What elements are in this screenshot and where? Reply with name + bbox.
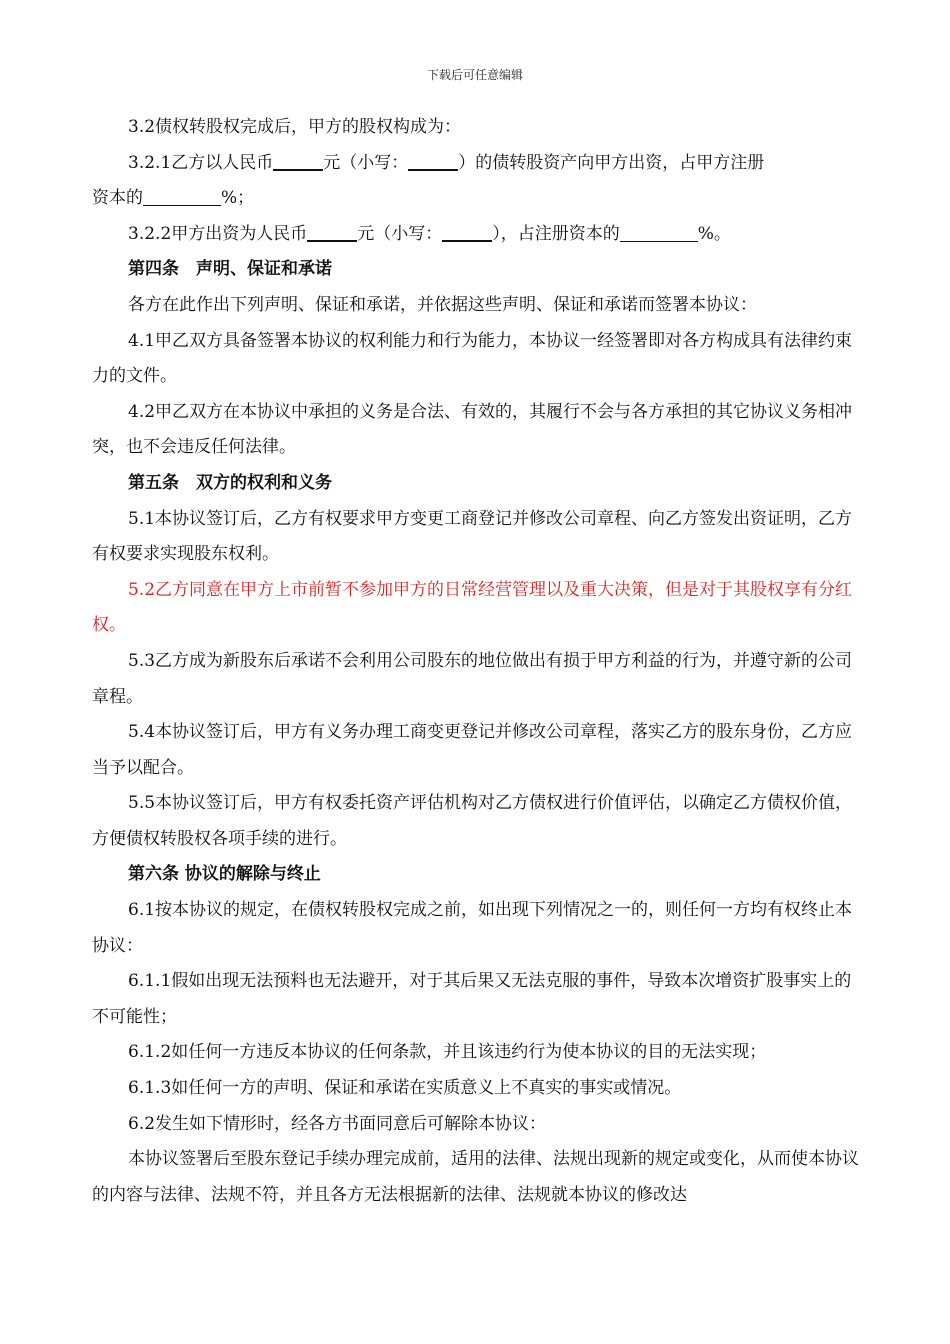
clause-3-2-1-text-a: 3.2.1乙方以人民币 <box>128 152 274 173</box>
clause-4-1: 4.1甲乙双方具备签署本协议的权利能力和行为能力，本协议一经签署即对各方构成具有法律约束力的文件。 <box>92 330 853 387</box>
clause-6-1-3: 6.1.3如任何一方的声明、保证和承诺在实质意义上不真实的事实或情况。 <box>128 1078 682 1099</box>
clause-6-1: 6.1按本协议的规定，在债权转股权完成之前，如出现下列情况之一的，则任何一方均有权终止本协议： <box>92 900 853 956</box>
clause-3-2-2-text-b: 元（小写： <box>357 223 443 244</box>
clause-3-2-1-cont <box>92 181 862 217</box>
clause-5-4: 5.4本协议签订后，甲方有义务办理工商变更登记并修改公司章程，落实乙方的股东身份，乙方应当予以配合。 <box>92 722 853 778</box>
amount-figure-blank <box>442 223 492 242</box>
article-6-heading: 第六条 协议的解除与终止 <box>128 864 321 885</box>
clause-3-2-1-text-d: 资本的 <box>92 188 143 209</box>
clause-3-2: 3.2债权转股权完成后，甲方的股权构成为： <box>128 117 462 137</box>
clause-3-2-2-text-d: %。 <box>697 223 731 244</box>
clause-3-2-1-text-b: 元（小写： <box>323 152 409 173</box>
clause-3-2-1-text-c: ）的债转股资产向甲方出资，占甲方注册 <box>458 152 765 173</box>
clause-6-2: 6.2发生如下情形时，经各方书面同意后可解除本协议： <box>128 1113 547 1134</box>
clause-3-2-2-text-a: 3.2.2甲方出资为人民币 <box>128 223 308 244</box>
clause-3-2-1 <box>92 146 862 182</box>
clause-6-1-1: 6.1.1假如出现无法预料也无法避开，对于其后果又无法克服的事件，导致本次增资扩股事实上的不可能性； <box>92 971 852 1027</box>
clause-5-1: 5.1本协议签订后，乙方有权要求甲方变更工商登记并修改公司章程、向乙方签发出资证明，乙方有权要求实现股东权利。 <box>92 508 853 565</box>
document-body <box>92 110 862 1213</box>
clause-3-2-2 <box>92 217 862 253</box>
amount-figure-blank <box>408 152 458 171</box>
article-4-heading: 第四条 声明、保证和承诺 <box>128 259 332 280</box>
percentage-blank <box>143 188 221 206</box>
amount-blank <box>273 152 323 171</box>
clause-3-2-2-text-c: ），占注册资本的 <box>492 223 620 244</box>
clause-4-2: 4.2甲乙双方在本协议中承担的义务是合法、有效的，其履行不会与各方承担的其它协议义务相冲突，也不会违反任何法律。 <box>92 401 853 458</box>
header-note: 下载后可任意编辑 <box>426 68 523 82</box>
clause-3-2-1-text-e: %； <box>221 188 255 209</box>
clause-5-2: 5.2乙方同意在甲方上市前暂不参加甲方的日常经营管理以及重大决策，但是对于其股权享有分红权。 <box>92 579 853 636</box>
percentage-blank <box>620 224 698 242</box>
clause-5-5: 5.5本协议签订后，甲方有权委托资产评估机构对乙方债权进行价值评估，以确定乙方债权价值，方便债权转股权各项手续的进行。 <box>92 793 853 849</box>
clause-6-2-detail: 本协议签署后至股东登记手续办理完成前，适用的法律、法规出现新的规定或变化，从而使本协议的内容与法律、法规不符，并且各方无法根据新的法律、法规就本协议的修改达 <box>92 1149 859 1205</box>
clause-6-1-2: 6.1.2如任何一方违反本协议的任何条款，并且该违约行为使本协议的目的无法实现； <box>128 1042 767 1063</box>
clause-5-3: 5.3乙方成为新股东后承诺不会利用公司股东的地位做出有损于甲方利益的行为，并遵守新的公司章程。 <box>92 650 853 707</box>
amount-blank <box>307 223 357 242</box>
article-5-heading: 第五条 双方的权利和义务 <box>128 472 332 493</box>
article-4-intro: 各方在此作出下列声明、保证和承诺，并依据这些声明、保证和承诺而签署本协议： <box>128 294 757 315</box>
